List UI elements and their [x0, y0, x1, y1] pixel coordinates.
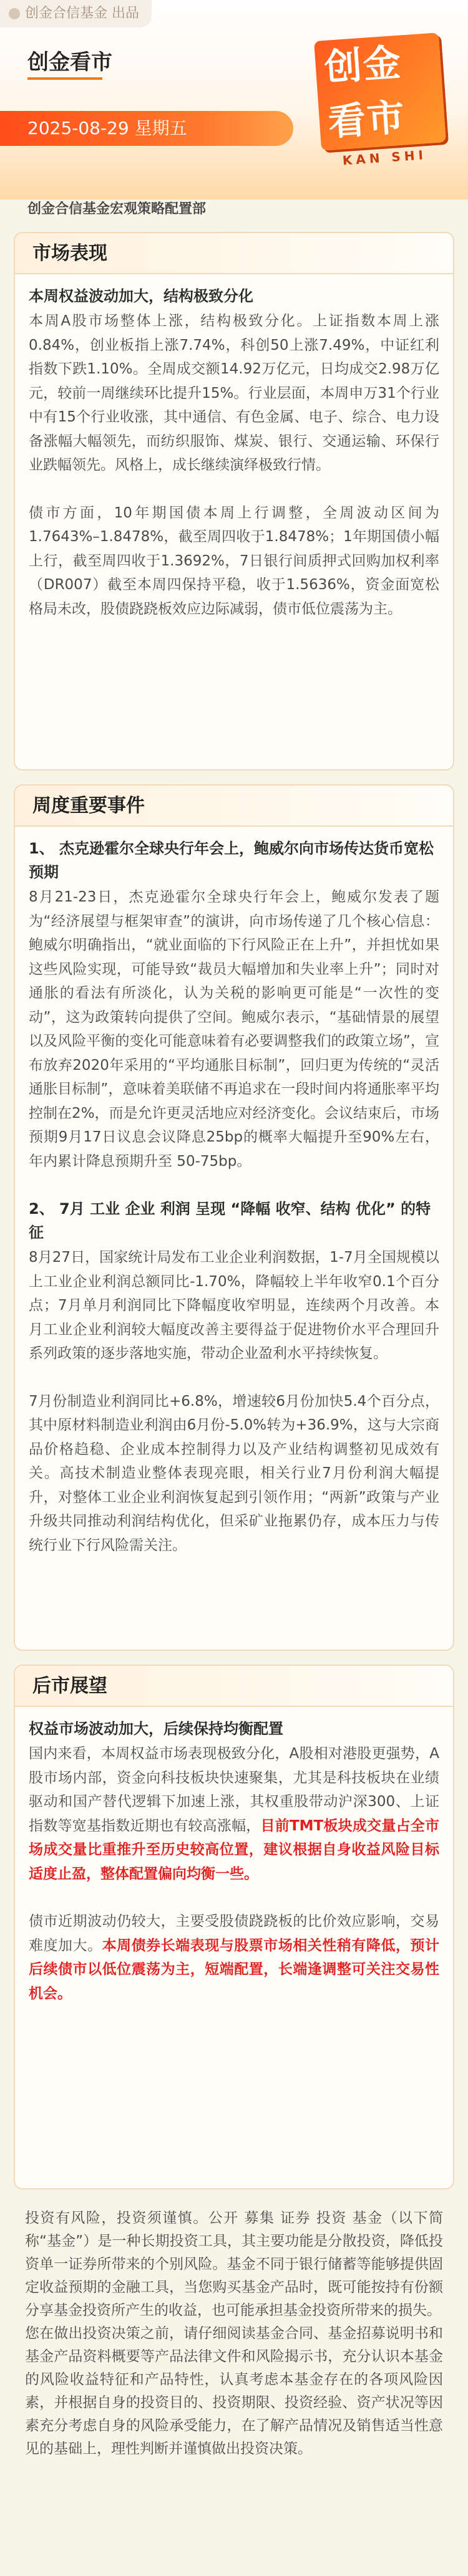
events-card	[14, 784, 454, 1651]
outlook-card	[14, 1665, 454, 2189]
stamp-main-text: 创金看市	[314, 32, 446, 151]
outlook-bond-highlight: 本周债券长端表现与股票市场相关性稍有降低，预计后续债市以低位震荡为主，短端配置，长端逢调整可关注交易性机会。	[29, 1937, 440, 2002]
disclaimer-paragraph-1: 投资有风险，投资须谨慎。公开 募集 证券 投资 基金（以下简称“基金”）是一种长期投资工具，其主要功能是分散投资，降低投资单一证券所带来的个别风险。基金不同于银行储蓄等能够提供固定收益预期的金融工具，当您购买基金产品时，既可能按持有份额分享基金投资所产生的收益，也可能承担基金投资所带来的损失。	[25, 2210, 443, 2319]
events-heading: 周度重要事件	[15, 786, 453, 827]
market-subtitle: 本周权益波动加大，结构极致分化	[29, 287, 253, 305]
date-band: 2025-08-29 星期五	[0, 111, 293, 146]
brand-logo-icon	[9, 8, 20, 19]
market-paragraph-bond: 债市方面，10年期国债本周上行调整，全周波动区间为1.7643%–1.8478%，截至周四收于1.8478%；1年期国债小幅上行，截至周四收于1.3692%，7日银行间质押式回购加权利率（DR007）截至本周四保持平稳，收于1.5636%，资金面宽松格局未改，股债跷跷板效应边际减弱，债市低位震荡为主。	[29, 504, 439, 617]
outlook-paragraph-equity	[29, 1742, 439, 1886]
outlook-paragraph-bond	[29, 1910, 439, 2006]
column-title: 创金看市	[27, 50, 112, 75]
column-logo-stamp	[315, 41, 446, 168]
event-1-title: 1、 杰克逊霍尔全球央行年会上，鲍威尔向市场传达货币宽松预期	[29, 840, 434, 881]
brand-tag-text: 创金合信基金 出品	[25, 6, 139, 21]
event-2-title: 2、 7月 工业 企业 利润 呈现 “降幅 收窄、结构 优化” 的特征	[29, 1200, 431, 1241]
title-underline	[27, 77, 102, 80]
disclaimer-paragraph-2: 您在做出投资决策之前，请仔细阅读基金合同、基金招募说明书和基金产品资料概要等产品法律文件和风险揭示书，充分认识本基金的风险收益特征和产品特性，认真考虑本基金存在的各项风险因素，并根据自身的投资目的、投资期限、投资经验、资产状况等因素充分考虑自身的风险承受能力，在了解产品情况及销售适当性意见的基础上，理性判断并谨慎做出投资决策。	[25, 2325, 443, 2457]
market-paragraph-equity: 本周A股市场整体上涨，结构极致分化。上证指数本周上涨0.84%，创业板指上涨7.74%，科创50上涨7.49%，中证红利指数下跌1.10%。全周成交额14.92万亿元，日均成交2.98万亿元，较前一周继续环比提升15%。行业层面，本周申万31个行业中有15个行业收涨，其中通信、有色金属、电子、综合、电力设备涨幅大幅领先，而纺织服饰、煤炭、银行、交通运输、环保行业跌幅领先。风格上，成长继续演绎极致行情。	[29, 313, 439, 473]
outlook-equity-text: 国内来看，本周权益市场表现极致分化，A股相对港股更强势，A股市场内部，资金向科技板块快速聚集，尤其是科技板块在业绩驱动和国产替代逻辑下加速上涨，其权重股带动沪深300、上证指数等宽基指数近期也有较高涨幅，	[29, 1746, 439, 1834]
outlook-subtitle: 权益市场波动加大，后续保持均衡配置	[29, 1720, 283, 1737]
outlook-heading: 后市展望	[15, 1666, 453, 1707]
risk-disclaimer	[25, 2207, 443, 2461]
event-2-body-1: 8月27日，国家统计局发布工业企业利润数据，1-7月全国规模以上工业企业利润总额同比-1.70%，降幅较上半年收窄0.1个百分点；7月单月利润同比下降幅度收窄明显，连续两个月改善。本月工业企业利润较大幅度改善主要得益于促进物价水平合理回升系列政策的逐步落地实施，带动企业盈利水平持续恢复。	[29, 1249, 439, 1362]
market-heading: 市场表现	[15, 233, 453, 274]
outlook-bond-text: 债市近期波动仍较大，主要受股债跷跷板的比价效应影响，交易难度加大。	[29, 1913, 439, 1954]
outlook-equity-highlight: 目前TMT板块成交量占全市场成交量比重推升至历史较高位置，建议根据自身收益风险目标适度止盈，整体配置偏向均衡一些。	[29, 1817, 440, 1882]
event-1-body: 8月21-23日，杰克逊霍尔全球央行年会上，鲍威尔发表了题为“经济展望与框架审查”的演讲，向市场传递了几个核心信息：鲍威尔明确指出，“就业面临的下行风险正在上升”，并担忧如果这些风险实现，可能导致“裁员大幅增加和失业率上升”；同时对通胀的看法有所淡化，认为关税的影响更可能是“一次性的变动”，这为政策转向提供了空间。鲍威尔表示，“基础情景的展望以及风险平衡的变化可能意味着有必要调整我们的政策立场”，宣布放弃2020年采用的“平均通胀目标制”，回归更为传统的“灵活通胀目标制”，意味着美联储不再追求在一段时间内将通胀率平均控制在2%，而是允许更灵活地应对经济变化。会议结束后，市场预期9月17日议息会议降息25bp的概率大幅提升至90%左右，年内累计降息预期升至 50-75bp。	[29, 889, 439, 1170]
stamp-sub-text: KAN SHI	[342, 147, 427, 168]
brand-tag	[0, 0, 152, 27]
author-line: 创金合信基金宏观策略配置部	[27, 201, 207, 217]
market-card	[14, 232, 454, 771]
header-banner	[0, 0, 468, 199]
event-2-body-2: 7月份制造业利润同比+6.8%，增速较6月份加快5.4个百分点，其中原材料制造业利润由6月份-5.0%转为+36.9%，这与大宗商品价格趋稳、企业成本控制得力以及产业结构调整初见成效有关。高技术制造业整体表现亮眼，相关行业7月份利润大幅提升，对整体工业企业利润恢复起到引领作用；“两新”政策与产业升级共同推动利润结构优化，但采矿业拖累仍存，成本压力与传统行业下行风险需关注。	[29, 1393, 439, 1554]
